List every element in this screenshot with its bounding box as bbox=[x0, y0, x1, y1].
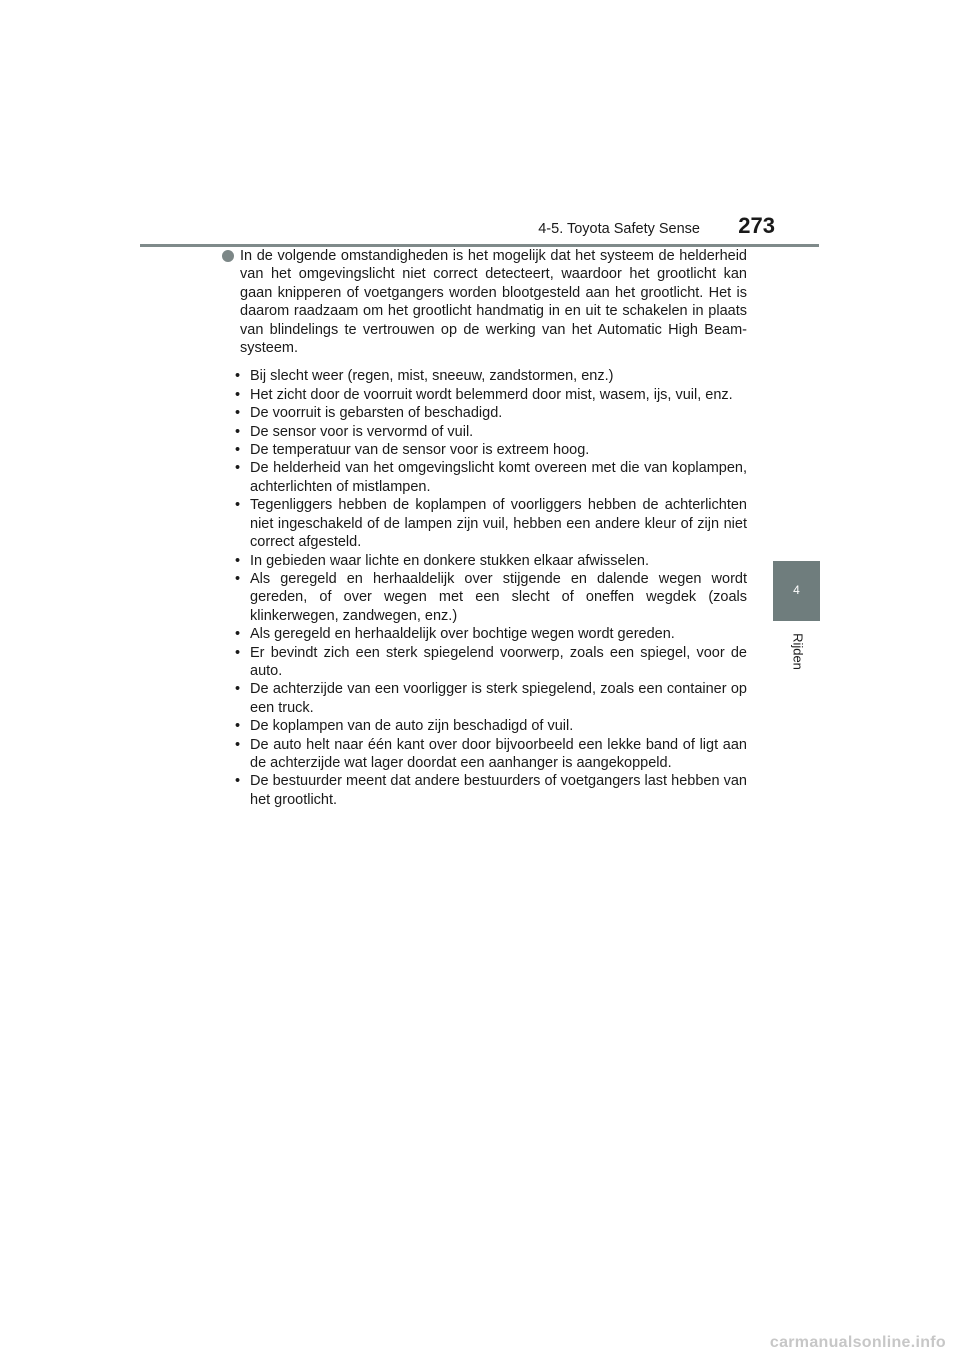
bullet-dot-icon: • bbox=[235, 497, 241, 514]
list-item bbox=[222, 736, 747, 773]
list-item bbox=[222, 441, 747, 459]
list-item bbox=[222, 625, 747, 643]
bullet-dot-icon: • bbox=[235, 736, 241, 753]
list-item bbox=[222, 386, 747, 404]
filled-circle-icon bbox=[222, 250, 234, 262]
list-item bbox=[222, 404, 747, 422]
list-item bbox=[222, 772, 747, 809]
bullet-dot-icon: • bbox=[235, 644, 241, 661]
list-item-text: De koplampen van de auto zijn beschadigd of vuil. bbox=[250, 718, 574, 735]
bullet-dot-icon: • bbox=[235, 386, 241, 403]
lead-paragraph bbox=[222, 247, 747, 357]
list-item bbox=[222, 423, 747, 441]
main-content bbox=[222, 247, 747, 809]
bullet-dot-icon: • bbox=[235, 423, 241, 440]
lead-paragraph-text: In de volgende omstandigheden is het mogelijk dat het systeem de helderheid van het omgevingslicht niet correct detecteert, waardoor het grootlicht kan gaan knipperen of voetgangers worden blootgesteld aan het grootlicht. Het is daarom raadzaam om het grootlicht handmatig in en uit te schakelen in plaats van blindelings te vertrouwen op de werking van het Automatic High Beam-systeem. bbox=[240, 248, 747, 357]
list-item-text: De voorruit is gebarsten of beschadigd. bbox=[250, 405, 503, 422]
list-item-text: Tegenliggers hebben de koplampen of voorliggers hebben de achterlichten niet ingeschakeld of de lampen zijn vuil, hebben een andere kleur of zijn niet correct afgesteld. bbox=[250, 497, 747, 551]
bullet-dot-icon: • bbox=[235, 442, 241, 459]
list-item-text: Als geregeld en herhaaldelijk over bochtige wegen wordt gereden. bbox=[250, 626, 675, 643]
list-item bbox=[222, 552, 747, 570]
list-item-text: De sensor voor is vervormd of vuil. bbox=[250, 423, 474, 440]
bullet-dot-icon: • bbox=[235, 405, 241, 422]
chapter-label: Rijden bbox=[790, 633, 806, 670]
list-item bbox=[222, 570, 747, 625]
condition-list bbox=[222, 367, 747, 809]
bullet-dot-icon: • bbox=[235, 773, 241, 790]
list-item-text: De helderheid van het omgevingslicht komt overeen met die van koplampen, achterlichten of mistlampen. bbox=[250, 460, 747, 495]
list-item bbox=[222, 496, 747, 551]
list-item bbox=[222, 644, 747, 681]
page-header bbox=[0, 0, 960, 250]
list-item-text: In gebieden waar lichte en donkere stukken elkaar afwisselen. bbox=[250, 552, 649, 569]
list-item-text: De temperatuur van de sensor voor is extreem hoog. bbox=[250, 442, 590, 459]
chapter-number: 4 bbox=[793, 583, 800, 597]
bullet-dot-icon: • bbox=[235, 552, 241, 569]
list-item bbox=[222, 680, 747, 717]
list-item-text: Bij slecht weer (regen, mist, sneeuw, zandstormen, enz.) bbox=[250, 368, 614, 385]
list-item-text: De bestuurder meent dat andere bestuurders of voetgangers last hebben van het grootlicht. bbox=[250, 773, 747, 808]
page-number: 273 bbox=[738, 213, 775, 238]
bullet-dot-icon: • bbox=[235, 681, 241, 698]
bullet-dot-icon: • bbox=[235, 460, 241, 477]
watermark: carmanualsonline.info bbox=[769, 1334, 946, 1351]
bullet-dot-icon: • bbox=[235, 570, 241, 587]
list-item-text: De achterzijde van een voorligger is sterk spiegelend, zoals een container op een truck. bbox=[250, 681, 747, 716]
list-item-text: Er bevindt zich een sterk spiegelend voorwerp, zoals een spiegel, voor de auto. bbox=[250, 644, 747, 679]
list-item bbox=[222, 367, 747, 385]
list-item-text: Het zicht door de voorruit wordt belemmerd door mist, wasem, ijs, vuil, enz. bbox=[250, 386, 733, 403]
list-item bbox=[222, 459, 747, 496]
bullet-dot-icon: • bbox=[235, 626, 241, 643]
list-item bbox=[222, 717, 747, 735]
chapter-tab bbox=[773, 561, 820, 621]
bullet-dot-icon: • bbox=[235, 368, 241, 385]
section-title: 4-5. Toyota Safety Sense bbox=[538, 221, 700, 237]
chapter-label-container bbox=[785, 630, 809, 680]
bullet-dot-icon: • bbox=[235, 718, 241, 735]
list-item-text: De auto helt naar één kant over door bijvoorbeeld een lekke band of ligt aan de achterzijde wat lager doordat een aanhanger is aangekoppeld. bbox=[250, 736, 747, 771]
list-item-text: Als geregeld en herhaaldelijk over stijgende en dalende wegen wordt gereden, of over wegen met een slecht of oneffen wegdek (zoals klinkerwegen, zandwegen, enz.) bbox=[250, 570, 747, 624]
